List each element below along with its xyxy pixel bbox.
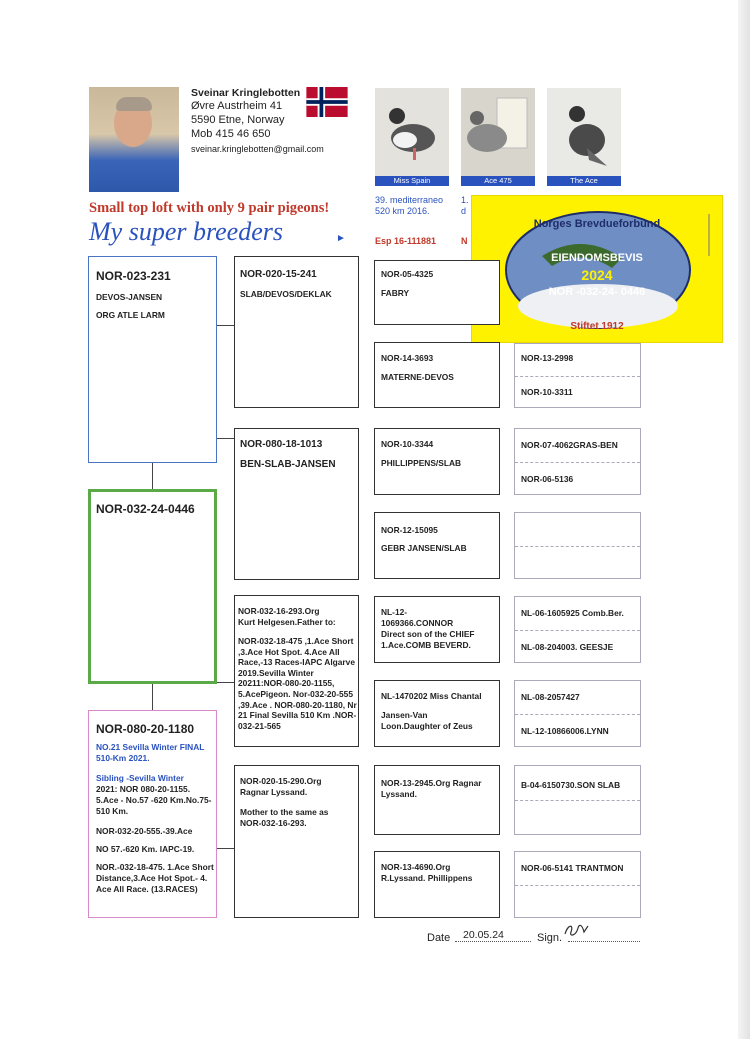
gen3-ring: NL-12- (381, 607, 408, 617)
photo-note: 1. (461, 195, 469, 205)
photo-note: 520 km 2016. (375, 206, 430, 216)
sibling-note: NOR.-032-18-475. 1.Ace Short Distance,3.Ace Hot Spot.- 4. Ace All Race. (13.RACES) (96, 862, 214, 894)
gen4-ring: NOR-07-4062GRAS-BEN (521, 440, 618, 450)
gen3-name: 1069366.CONNOR (381, 618, 454, 628)
gen2-note: Mother to the same as NOR-032-16-293. (240, 807, 329, 828)
gen3-note: Direct son of the CHIEF 1.Ace.COMB BEVERD. (381, 629, 475, 650)
sire-line2: ORG ATLE LARM (96, 310, 165, 320)
sibling-note: Sibling -Sevilla Winter (96, 773, 184, 783)
gen3-card (374, 596, 500, 663)
breeder-email[interactable]: sveinar.kringlebotten@gmail.com (191, 144, 324, 154)
gen3-name: R.Lyssand. Phillippens (381, 873, 473, 883)
sire-card (88, 256, 217, 463)
signature-icon (562, 920, 592, 940)
photo-caption: The Ace (547, 176, 621, 186)
gen3-card (374, 680, 500, 747)
sibling-card (88, 710, 217, 918)
gen4-ring: NOR-13-2998 (521, 353, 574, 363)
photo-caption: Ace 475 (461, 176, 535, 186)
gen2-ring: NOR-020-15-290.Org (240, 776, 322, 786)
gen2-name: Ragnar Lyssand. (240, 787, 308, 797)
photo-note: N (461, 236, 468, 246)
sibling-note: NO 57.-620 Km. IAPC-19. (96, 844, 195, 854)
stamp-founded: Stiftet 1912 (570, 321, 624, 332)
breeder-address-line2: 5590 Etne, Norway (191, 114, 285, 126)
gen3-name: Jansen-Van Loon.Daughter of Zeus (381, 710, 473, 731)
gen2-ring: NOR-020-15-241 (240, 269, 317, 280)
sire-line1: DEVOS-JANSEN (96, 292, 163, 302)
gen2-ring: NOR-032-16-293.Org (238, 606, 320, 616)
sibling-note: NOR-032-20-555.-39.Ace (96, 826, 193, 836)
gen4-ring: NL-08-204003. GEESJE (521, 642, 614, 652)
gen3-ring: NL-1470202 Miss Chantal (381, 691, 482, 701)
gen4-ring: NOR-06-5136 (521, 474, 574, 484)
gen4-ring: NL-08-2057427 (521, 692, 580, 702)
pigeon-photo-the-ace (547, 88, 621, 186)
pigeon-photo-ace-475 (461, 88, 535, 186)
breeder-mobile: Mob 415 46 650 (191, 128, 271, 140)
gen3-card (374, 260, 500, 325)
gen3-ring: NOR-05-4325 (381, 269, 434, 279)
arrow-right-icon: ► (336, 233, 346, 244)
subject-ring: NOR-032-24-0446 (96, 502, 195, 516)
gen2-name: SLAB/DEVOS/DEKLAK (240, 289, 332, 299)
photo-note: Esp 16-111881 (375, 236, 437, 246)
photo-note: 39. mediterraneo (375, 195, 444, 205)
gen4-card (514, 765, 641, 835)
gen2-card (234, 765, 359, 918)
stamp-title: EIENDOMSBEVIS (551, 252, 643, 264)
gen4-ring: NOR-10-3311 (521, 387, 573, 397)
gen2-card (234, 428, 359, 580)
gen2-note: NOR-032-18-475 ,1.Ace Short ,3.Ace Hot Spot. 4.Ace All Race,-13 Races-IAPC Algarve 2019.Sevilla Winter 20211:NOR-080-20-1155, 5.AcePigeon. Nor-032-20-555 ,39.Ace . NOR-080-20-1180, Nr 21 Final Sevilla 510 Km .NOR-032-21-565 (238, 636, 357, 731)
gen3-name: MATERNE-DEVOS (381, 372, 454, 382)
page-subtitle: My super breeders (89, 217, 283, 246)
stamp-year: 2024 (581, 267, 613, 283)
gen3-card (374, 851, 500, 918)
gen3-name: Lyssand. (381, 789, 417, 799)
pigeon-photo-miss-spain (375, 88, 449, 186)
gen3-card (374, 342, 500, 408)
stamp-org: Norges Brevdueforbund (533, 218, 661, 230)
ownership-stamp (472, 196, 722, 342)
photo-note: d (461, 206, 467, 216)
gen3-ring: NOR-13-2945.Org Ragnar (381, 778, 482, 788)
gen3-ring: NOR-12-15095 (381, 525, 438, 535)
gen2-ring: NOR-080-18-1013 (240, 439, 323, 450)
gen4-card (514, 596, 641, 663)
gen3-name: PHILLIPPENS/SLAB (381, 458, 462, 468)
gen3-ring: NOR-14-3693 (381, 353, 434, 363)
gen4-card (514, 512, 641, 579)
gen2-name: Kurt Helgesen.Father to: (238, 617, 336, 627)
date-value: 20.05.24 (463, 929, 504, 941)
norway-flag-icon (306, 87, 348, 117)
subject-card (88, 489, 217, 684)
date-label: Date (427, 932, 451, 944)
page-edge (738, 0, 750, 1039)
breeder-name: Sveinar Kringlebotten (191, 87, 301, 99)
gen3-ring: NOR-13-4690.Org (381, 862, 451, 872)
gen3-card (374, 428, 500, 495)
date-dots (455, 941, 531, 942)
sire-ring: NOR-023-231 (96, 269, 171, 283)
sibling-ring: NOR-080-20-1180 (96, 722, 195, 736)
gen3-card (374, 765, 500, 835)
gen3-card (374, 512, 500, 579)
gen4-card (514, 428, 641, 495)
gen3-name: FABRY (381, 288, 410, 298)
stamp-ring: NOR -032-24- 0446 (548, 286, 646, 298)
photo-caption: Miss Spain (375, 176, 449, 186)
gen4-ring: NL-06-1605925 Comb.Ber. (521, 608, 624, 618)
gen4-ring: B-04-6150730.SON SLAB (521, 780, 621, 790)
gen4-card (514, 343, 641, 408)
gen3-name: GEBR JANSEN/SLAB (381, 543, 467, 553)
gen3-ring: NOR-10-3344 (381, 439, 434, 449)
gen4-ring: NOR-06-5141 TRANTMON (521, 863, 624, 873)
tagline: Small top loft with only 9 pair pigeons! (89, 200, 330, 216)
breeder-portrait (89, 87, 179, 192)
breeder-address-line1: Øvre Austrheim 41 (191, 100, 283, 112)
sign-label: Sign. (537, 932, 563, 944)
gen2-card (234, 595, 359, 747)
sibling-note: NO.21 Sevilla Winter FINAL 510-Km 2021. (96, 742, 205, 763)
gen4-card (514, 680, 641, 747)
signature-dots (568, 941, 640, 942)
gen4-ring: NL-12-10866006.LYNN (521, 726, 609, 736)
gen2-card (234, 256, 359, 408)
sibling-note: 2021: NOR 080-20-1155. 5.Ace - No.57 -620 Km.No.75-510 Km. (96, 784, 212, 816)
gen4-card (514, 851, 641, 918)
gen2-name: BEN-SLAB-JANSEN (240, 459, 336, 470)
